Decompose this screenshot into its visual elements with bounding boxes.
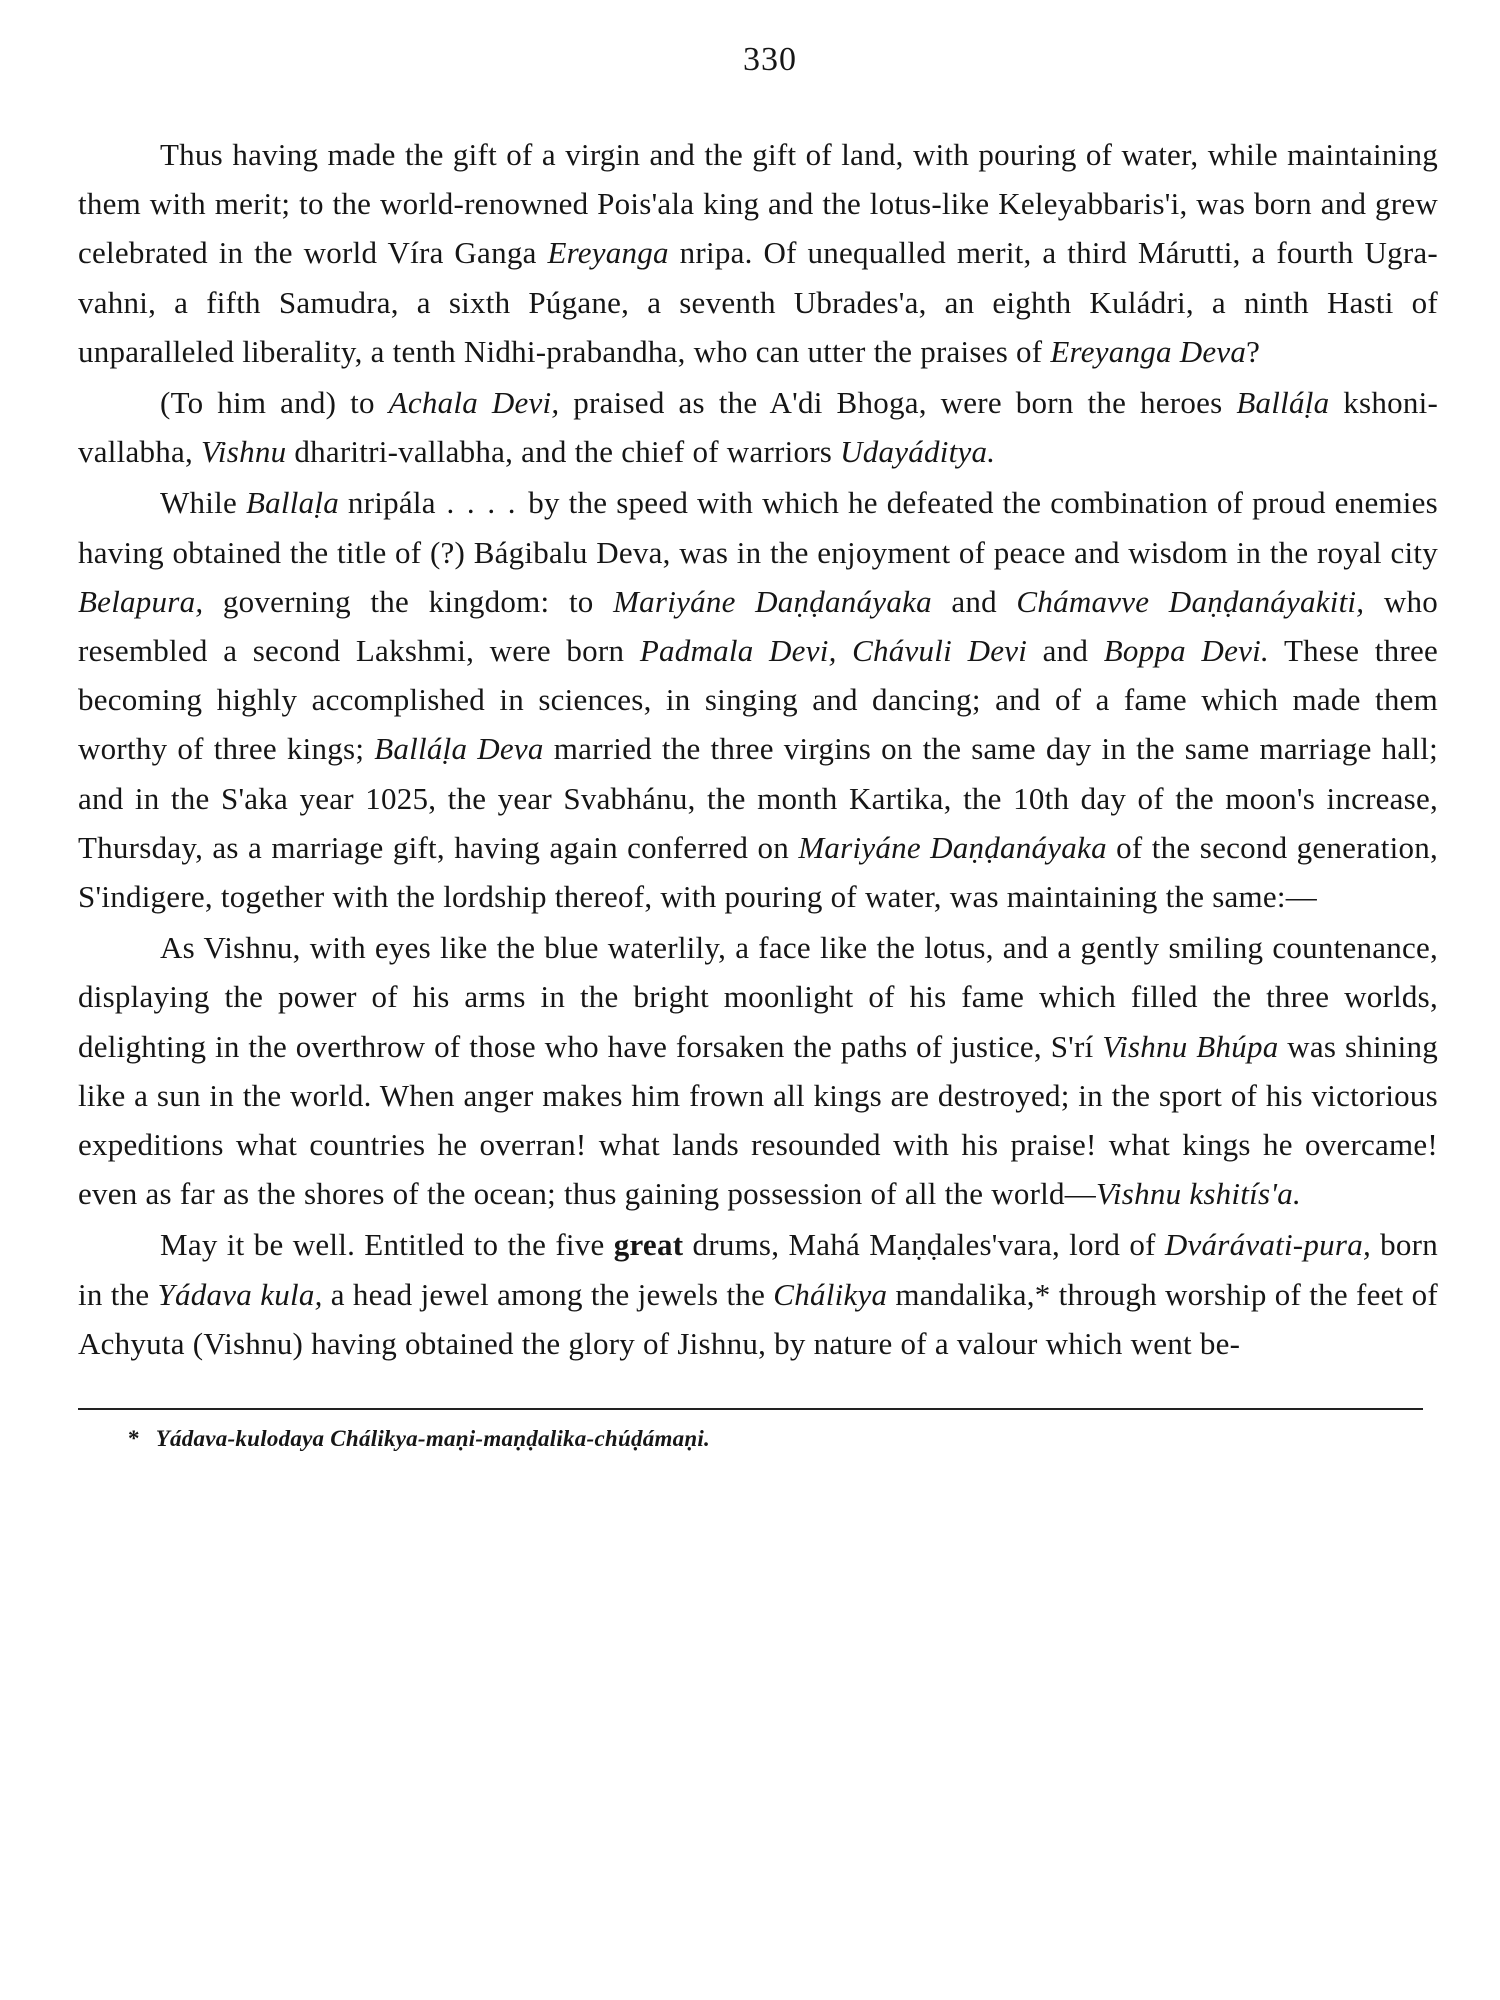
italic-text: Ballaḷa	[245, 485, 339, 521]
italic-text: Vishnu Bhúpa	[1102, 1028, 1279, 1064]
italic-text: Mariyáne Daṇḍanáyaka	[613, 583, 932, 619]
text-run: was shining like a sun in the world. When anger makes him frown all kings are destroyed; in the sport of his victorious expeditions what countries he overran! what lands resounded with his praise! what kings he overcame! even as far as the shores of the ocean; thus gaining possession of all the world—	[78, 1028, 1439, 1212]
ellipsis-dots: . . . .	[435, 485, 529, 521]
body-text	[78, 130, 1438, 1368]
italic-text: Chámavve Daṇḍanáyakiti,	[1016, 583, 1365, 619]
paragraph	[78, 923, 1438, 1218]
italic-text: Achala Devi,	[388, 385, 560, 421]
text-run: While	[160, 485, 246, 521]
italic-text: Balláḷa Deva	[374, 731, 544, 767]
italic-text: Vishnu	[201, 434, 287, 470]
italic-text: Ereyanga Deva	[1050, 333, 1247, 369]
text-run: mandalika,* through worship of the feet of Achyuta (Vishnu) having obtained the glory of Jishnu, by nature of a valour which went be-	[78, 1276, 1438, 1361]
text-run: dharitri-vallabha, and the chief of warriors	[286, 434, 841, 470]
text-run: These three becoming highly accomplished in sciences, in singing and dancing; and of a fame which made them worthy of three kings;	[78, 633, 1438, 767]
text-run: of the second generation, S'indigere, together with the lordship thereof, with pouring of water, was maintaining the same:—	[78, 829, 1438, 915]
text-run: by the speed with which he defeated the combination of proud enemies having obtained the title of (?) Bágibalu Deva, was in the enjoyment of peace and wisdom in the royal city	[78, 485, 1438, 570]
paragraph	[78, 130, 1438, 376]
italic-text: Padmala Devi, Chávuli Devi	[639, 633, 1028, 669]
text-run: praised as the A'di Bhoga, were born the heroes	[559, 385, 1237, 421]
text-run: who resembled a second Lakshmi, were born	[78, 583, 1438, 669]
text-run: nripa. Of unequalled merit, a third Márutti, a fourth Ugra-vahni, a fifth Samudra, a sixth Púgane, a seventh Ubrades'a, an eighth Kuládri, a ninth Hasti of unparalleled liberality, a tenth Nidhi-prabandha, who can utter the praises of	[78, 235, 1438, 369]
italic-text: Mariyáne Daṇḍanáyaka	[798, 829, 1107, 865]
text-run: married the three virgins on the same day in the same marriage hall; and in the S'aka year 1025, the year Svabhánu, the month Kartika, the 10th day of the moon's increase, Thursday, as a marriage gift, having again conferred on	[78, 731, 1438, 865]
footnote-mark: *	[128, 1426, 140, 1452]
text-run: Thus having made the gift of a virgin and the gift of land, with pouring of water, while maintaining them with merit; to the world-renowned Pois'ala king and the lotus-like Keleyabbaris'i, was born and grew celebrated in the world Víra Ganga	[78, 137, 1438, 271]
footnote-text: Yádava-kulodaya Chálikya-maṇi-maṇḍalika-chúḍámaṇi.	[155, 1426, 711, 1452]
bold-text: great	[613, 1227, 684, 1263]
italic-text: Dvárávati-pura,	[1164, 1227, 1371, 1263]
italic-text: Boppa Devi.	[1103, 633, 1269, 669]
italic-text: Ereyanga	[547, 235, 669, 271]
paragraph	[78, 1220, 1438, 1368]
text-run: governing the kingdom: to	[203, 583, 614, 619]
italic-text: Chálikya	[773, 1276, 888, 1312]
text-run: As Vishnu, with eyes like the blue waterlily, a face like the lotus, and a gently smiling countenance, displaying the power of his arms in the bright moonlight of his fame which filled the three worlds, delighting in the overthrow of those who have forsaken the paths of justice, S'rí	[78, 930, 1438, 1064]
paragraph	[78, 378, 1438, 476]
text-run: born in the	[78, 1227, 1438, 1312]
text-run: kshoni-vallabha,	[78, 385, 1439, 470]
italic-text: Vishnu kshitís'a.	[1096, 1176, 1301, 1212]
text-run: drums, Mahá Maṇḍales'vara, lord of	[683, 1227, 1165, 1263]
text-run: nripála	[338, 485, 436, 521]
text-run: and	[1027, 633, 1104, 669]
text-run: May it be well. Entitled to the five	[160, 1227, 614, 1263]
text-run: a head jewel among the jewels the	[322, 1276, 774, 1312]
italic-text: Balláḷa	[1236, 385, 1330, 421]
document-page	[78, 40, 1438, 1454]
italic-text: Udayáditya.	[840, 434, 996, 470]
italic-text: Belapura,	[78, 583, 204, 619]
text-run: (To him and) to	[160, 385, 389, 421]
paragraph	[78, 478, 1438, 921]
italic-text: Yádava kula,	[157, 1276, 323, 1312]
page-number: 330	[743, 41, 797, 78]
footnote-divider	[78, 1408, 1423, 1410]
footnote	[78, 1424, 1438, 1454]
text-run: ?	[1246, 333, 1261, 369]
text-run: and	[931, 583, 1017, 619]
